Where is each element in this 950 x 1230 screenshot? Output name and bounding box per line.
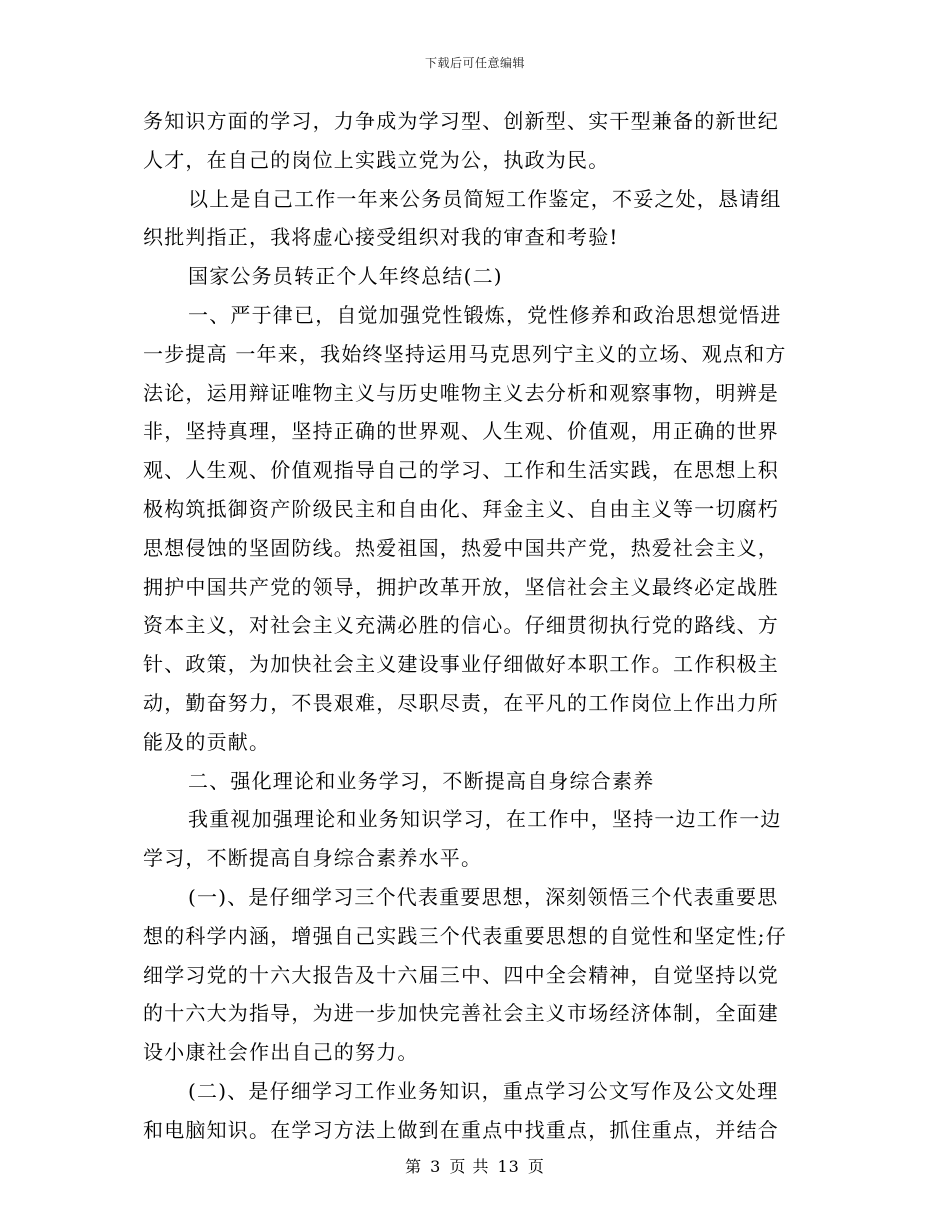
text-line: 拥护中国共产党的领导，拥护改革开放，坚信社会主义最终必定战胜 — [143, 574, 779, 599]
text-line: 法论，运用辩证唯物主义与历史唯物主义去分析和观察事物，明辨是 — [143, 380, 779, 405]
text-line: 设小康社会作出自己的努力。 — [143, 1040, 419, 1065]
text-line: 想的科学内涵，增强自己实践三个代表重要思想的自觉性和坚定性;仔 — [143, 923, 787, 948]
text-line: 极构筑抵御资产阶级民主和自由化、拜金主义、自由主义等一切腐朽 — [143, 496, 779, 521]
text-line: (二)、是仔细学习工作业务知识，重点学习公文写作及公文处理 — [188, 1078, 779, 1103]
text-line: 能及的贡献。 — [143, 729, 271, 754]
text-line: 一步提高 一年来，我始终坚持运用马克思列宁主义的立场、观点和方 — [143, 341, 787, 366]
text-line: 和电脑知识。在学习方法上做到在重点中找重点，抓住重点，并结合 — [143, 1117, 779, 1142]
text-line: 织批判指正，我将虚心接受组织对我的审查和考验! — [143, 225, 619, 250]
footer-suffix: 页 — [527, 1157, 545, 1176]
page-footer — [0, 1154, 950, 1177]
text-line: 资本主义，对社会主义充满必胜的信心。仔细贯彻执行党的路线、方 — [143, 613, 779, 638]
document-body — [143, 102, 801, 1150]
section-title: 二、强化理论和业务学习，不断提高自身综合素养 — [188, 768, 655, 793]
text-line: 学习，不断提高自身综合素养水平。 — [143, 846, 483, 871]
text-line: 务知识方面的学习，力争成为学习型、创新型、实干型兼备的新世纪 — [143, 109, 779, 133]
text-line: 细学习党的十六大报告及十六届三中、四中全会精神，自觉坚持以党 — [143, 962, 779, 987]
text-line: 动，勤奋努力，不畏艰难，尽职尽责，在平凡的工作岗位上作出力所 — [143, 690, 779, 715]
text-line: 一、严于律已，自觉加强党性锻炼，党性修养和政治思想觉悟进 — [188, 302, 782, 327]
page-header: 下载后可任意编辑 — [424, 56, 525, 70]
text-line: 非，坚持真理，坚持正确的世界观、人生观、价值观，用正确的世界 — [143, 419, 779, 444]
footer-prefix: 第 — [405, 1157, 423, 1176]
text-line: 观、人生观、价值观指导自己的学习、工作和生活实践，在思想上积 — [143, 458, 779, 483]
text-line: 思想侵蚀的坚固防线。热爱祖国，热爱中国共产党，热爱社会主义， — [143, 535, 779, 560]
section-title: 国家公务员转正个人年终总结(二) — [188, 264, 503, 289]
total-pages: 13 — [497, 1157, 520, 1176]
text-line: 我重视加强理论和业务知识学习，在工作中，坚持一边工作一边 — [188, 807, 782, 832]
text-line: (一)、是仔细学习三个代表重要思想，深刻领悟三个代表重要思 — [188, 884, 779, 909]
text-line: 的十六大为指导，为进一步加快完善社会主义市场经济体制，全面建 — [143, 1001, 779, 1026]
text-line: 以上是自己工作一年来公务员简短工作鉴定，不妥之处，恳请组 — [188, 186, 782, 211]
text-line: 人才，在自己的岗位上实践立党为公，执政为民。 — [143, 147, 610, 172]
footer-middle: 页 共 — [449, 1157, 490, 1176]
page-number: 3 — [430, 1157, 442, 1176]
text-line: 针、政策，为加快社会主义建设事业仔细做好本职工作。工作积极主 — [143, 652, 779, 677]
